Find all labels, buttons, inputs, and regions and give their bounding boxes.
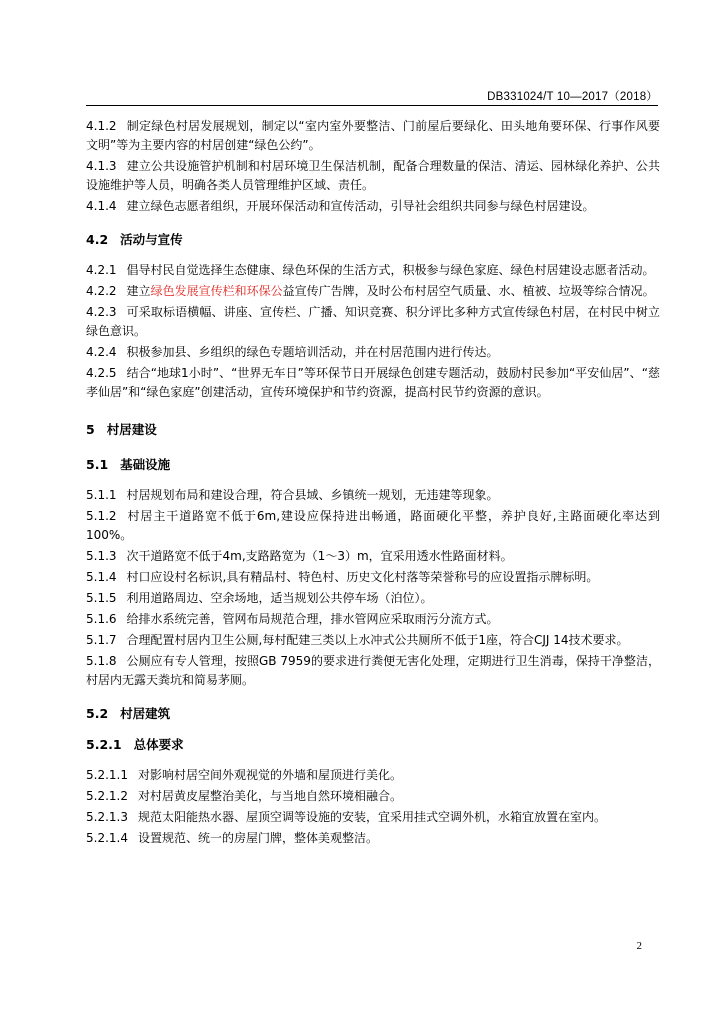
heading-text: 村居建设 [106,422,157,437]
clause-text: 建立公共设施管护机制和村居环境卫生保洁机制，配备合理数量的保洁、清运、园林绿化养护、公共设施维护等人员，明确各类人员管理维护区域、责任。 [86,159,660,192]
clause-number: 5.2.1.3 [86,810,128,824]
clause-text: 利用道路周边、空余场地，适当规划公共停车场（泊位）。 [126,591,433,605]
clause-5-1-2 [86,507,660,545]
highlighted-text: 绿色发展宣传栏和环保公 [150,284,283,298]
clause-number: 5.2.1.4 [86,831,128,845]
clause-text: 村居主干道路宽不低于6m,建设应保持进出畅通，路面硬化平整，养护良好,主路面硬化率达到100%。 [86,509,660,542]
clause-number: 5.1.2 [86,509,117,523]
clause-5-1-1 [86,486,660,505]
clause-text: 积极参加县、乡组织的绿色专题培训活动，并在村居范围内进行传达。 [126,345,499,359]
clause-number: 5.1.8 [86,654,117,668]
clause-text: 设置规范、统一的房屋门牌，整体美观整洁。 [137,831,378,845]
section-heading-5-2 [86,704,660,723]
heading-number: 5 [86,422,95,437]
clause-5-2-1-4 [86,829,660,848]
header-rule [86,105,658,106]
clause-5-1-6 [86,610,660,629]
clause-number: 4.2.4 [86,345,117,359]
clause-5-2-1-3 [86,808,660,827]
chapter-heading-5 [86,420,660,439]
clause-text: 对影响村居空间外观视觉的外墙和屋顶进行美化。 [137,768,402,782]
clause-number: 5.2.1.2 [86,789,128,803]
clause-text: 村居规划布局和建设合理，符合县域、乡镇统一规划，无违建等现象。 [126,488,499,502]
clause-4-2-5 [86,364,660,402]
heading-number: 5.2 [86,706,109,721]
heading-text: 活动与宣传 [120,232,183,247]
clause-text: 可采取标语横幅、讲座、宣传栏、广播、知识竞赛、积分评比多种方式宣传绿色村居，在村民中树立绿色意识。 [86,305,660,338]
document-body [86,117,660,850]
clause-5-2-1-2 [86,787,660,806]
clause-text-post: 益宣传广告牌，及时公布村居空气质量、水、植被、垃圾等综合情况。 [282,284,655,298]
clause-text: 合理配置村居内卫生公厕,每村配建三类以上水冲式公共厕所不低于1座，符合CJJ 14技术要求。 [126,633,629,647]
heading-text: 基础设施 [120,457,171,472]
section-heading-4-2 [86,230,660,249]
heading-number: 5.1 [86,457,109,472]
clause-4-2-2 [86,282,660,301]
clause-text: 次干道路宽不低于4m,支路路宽为（1～3）m，宜采用透水性路面材料。 [126,549,513,563]
document-code: DB331024/T 10—2017（2018） [487,91,658,103]
clause-4-1-4 [86,197,660,216]
clause-5-1-4 [86,568,660,587]
clause-number: 5.1.4 [86,570,117,584]
clause-5-1-8 [86,652,660,690]
clause-number: 5.1.5 [86,591,117,605]
clause-4-2-4 [86,343,660,362]
clause-number: 4.2.1 [86,263,117,277]
clause-text: 倡导村民自觉选择生态健康、绿色环保的生活方式，积极参与绿色家庭、绿色村居建设志愿者活动。 [126,263,655,277]
clause-5-1-7 [86,631,660,650]
clause-number: 5.1.3 [86,549,117,563]
clause-number: 4.2.3 [86,305,117,319]
clause-4-2-1 [86,261,660,280]
clause-number: 5.1.6 [86,612,117,626]
clause-number: 5.1.1 [86,488,117,502]
clause-number: 4.1.4 [86,199,117,213]
section-heading-5-2-1 [86,735,660,754]
clause-number: 4.2.2 [86,284,117,298]
clause-number: 5.2.1.1 [86,768,128,782]
clause-text: 建立绿色志愿者组织，开展环保活动和宣传活动，引导社会组织共同参与绿色村居建设。 [126,199,595,213]
clause-4-1-3 [86,157,660,195]
clause-text: 给排水系统完善，管网布局规范合理，排水管网应采取雨污分流方式。 [126,612,499,626]
clause-text: 规范太阳能热水器、屋顶空调等设施的安装，宜采用挂式空调外机，水箱宜放置在室内。 [137,810,606,824]
heading-number: 5.2.1 [86,737,122,752]
clause-text: 村口应设村名标识,具有精品村、特色村、历史文化村落等荣誉称号的应设置指示牌标明。 [126,570,599,584]
clause-number: 5.1.7 [86,633,117,647]
clause-5-2-1-1 [86,766,660,785]
clause-5-1-3 [86,547,660,566]
page-number: 2 [636,940,642,952]
clause-5-1-5 [86,589,660,608]
clause-text: 结合“地球1小时”、“世界无车日”等环保节日开展绿色创建专题活动，鼓励村民参加“平安仙居”、“慈孝仙居”和“绿色家庭”创建活动，宣传环境保护和节约资源，提高村民节约资源的意识。 [86,366,660,399]
clause-4-1-2 [86,117,660,155]
clause-number: 4.2.5 [86,366,117,380]
clause-text: 对村居黄皮屋整治美化，与当地自然环境相融合。 [137,789,402,803]
heading-text: 村居建筑 [120,706,171,721]
clause-number: 4.1.3 [86,159,117,173]
clause-number: 4.1.2 [86,119,117,133]
section-heading-5-1 [86,455,660,474]
clause-text: 制定绿色村居发展规划，制定以“室内室外要整洁、门前屋后要绿化、田头地角要环保、行事作风要文明”等为主要内容的村居创建“绿色公约”。 [86,119,660,152]
clause-text: 公厕应有专人管理，按照GB 7959的要求进行粪便无害化处理，定期进行卫生消毒，保持干净整洁，村居内无露天粪坑和简易茅厕。 [86,654,660,687]
heading-number: 4.2 [86,232,109,247]
heading-text: 总体要求 [133,737,184,752]
clause-4-2-3 [86,303,660,341]
clause-text-pre: 建立 [126,284,151,298]
